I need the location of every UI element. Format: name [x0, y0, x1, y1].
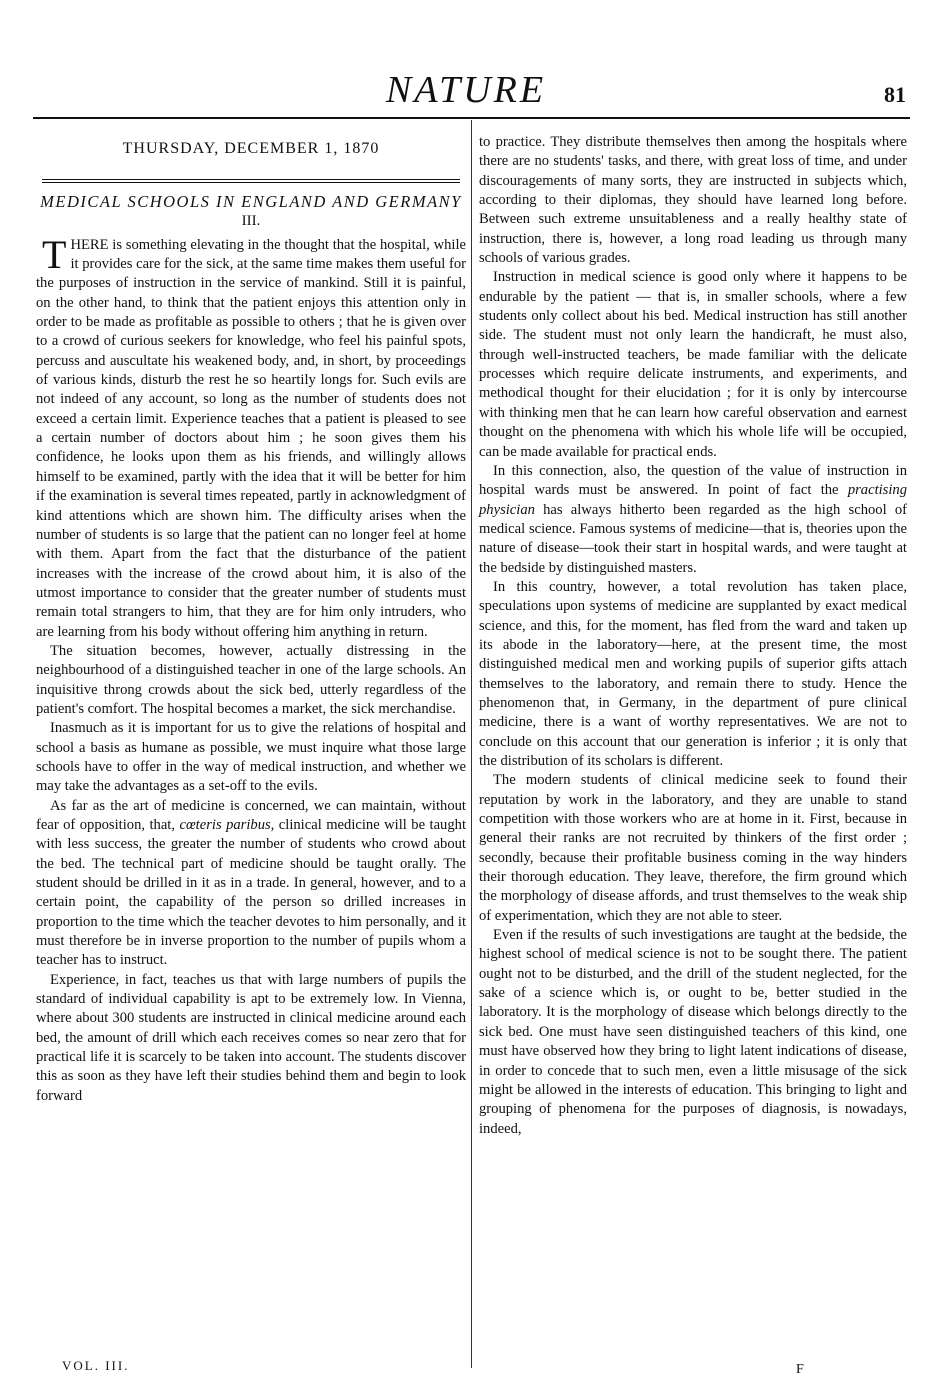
paragraph-text: has always hitherto been regarded as the high school of medical science. Famous systems of medicine—that is, theories upon the nature of disease—took their start in hospital wards, and were taught at the bedside by distinguished masters. — [479, 501, 907, 576]
paragraph: Even if the results of such investigations are taught at the bedside, the highest school of medical science is not to be sought there. The patient ought not to be disturbed, and the drill of the student neglected, for the sake of a science which is, or ought to be, better studied in the laboratory. It is the morphology of disease which belongs directly to the sick bed. One must have seen distinguished teachers of this kind, one must have observed how they bring to light latent indications of disease, in order to concede that to such men, even a little misusage of the sick might be allowed in the interests of education. This bringing to light and grouping of phenomena for the purposes of diagnosis, is nowadays, indeed, — [479, 927, 907, 1137]
issue-date: THURSDAY, DECEMBER 1, 1870 — [122, 140, 380, 157]
paragraph: In this country, however, a total revolution has taken place, speculations upon systems of medicine are supplanted by exact medical science, and this, for the moment, has fled from the ward and taken up its abode in the laboratory—here, at the present time, the most distinguished medical men and working pupils of superior gifts attach themselves to the laboratory, and remain there to study. Hence the phenomenon that, in Germany, in the department of pure clinical medicine, there is a want of worthy representatives. We are not to conclude on this account that our generation is inferior ; it is only that the distribution of its scholars is different. — [479, 578, 907, 769]
italic-phrase: cœteris paribus, — [179, 817, 275, 833]
volume-footer: VOL. III. — [62, 1358, 130, 1373]
paragraph: The modern students of clinical medicine seek to found their reputation by work in the laboratory, and they are unable to stand competition with those workers who are at home in it. First, because in general their ranks are not recruited by thinkers of the first order ; secondly, because their profitable business coming in the way hinders their thorough education. They leave, therefore, the firm ground which the morphology of disease affords, and trust themselves to the weak ship of experimentation, which they are not able to steer. — [479, 772, 907, 924]
article-part-number: III. — [241, 213, 261, 230]
left-column — [36, 130, 466, 1106]
paragraph: The situation becomes, however, actually distressing in the neighbourhood of a distinguished teacher in one of the large schools. An inquisitive throng crowds about the sick bed, utterly regardless of the patient's comfort. The hospital becomes a market, the sick merchandise. — [36, 642, 466, 717]
column-divider — [471, 120, 472, 1368]
paragraph: Experience, in fact, teaches us that with large numbers of pupils the standard of individual capability is apt to be extremely low. In Vienna, where about 300 students are instructed in clinical medicine around each bed, the amount of drill which each receives comes so near zero that for practical life it is scarcely to be taken into account. The students discover this as soon as they have left their studies behind them and begin to look forward — [36, 971, 466, 1104]
paragraph-text: In this connection, also, the question of the value of instruction in hospital wards must be answered. In point of fact the — [479, 462, 907, 499]
right-column — [479, 133, 907, 1139]
italic-phrase: practising physician — [479, 482, 907, 518]
article-title: MEDICAL SCHOOLS IN ENGLAND AND GERMANY — [40, 192, 462, 212]
double-rule — [42, 179, 460, 183]
drop-cap: T — [42, 231, 67, 277]
paragraph-text: HERE is something elevating in the thought that the hospital, while it provides care for the sick, at the same time makes them useful for the purposes of instruction in the service of mankind. Still it is painful, on the other hand, to think that the patient enjoys this attention only in order to be made as profitable as possible to others ; that he is given over to a crowd of curious seekers for knowledge, who feel his painful spots, percuss and auscultate his weakened body, and, in short, by proceedings of various kinds, disturb the rest he so heartily longs for. Such evils are not indeed of any account, so long as the number of students does not exceed a certain limit. Experience teaches that a patient is pleased to see a certain number of doctors about him ; he soon gives them his confidence, he looks upon them as his friends, and willingly allows himself to be examined, partly with the idea that it will be better for him if the examination is several times repeated, partly in acknowledgment of kind attentions which are shown him. The difficulty arises when the number of students is so large that the patient can no longer feel at home with them. Apart from the fact that the disturbance of the patient increases with the increase of the crowd about him, it is also of the utmost importance to consider that the greater number of students must remain total strangers to him, that they are for him only intruders, who are learning from his body without offering him anything in return. — [36, 236, 466, 640]
paragraph — [36, 231, 466, 642]
paragraph — [36, 797, 466, 971]
page-number: 81 — [884, 82, 906, 107]
journal-masthead: NATURE — [385, 69, 547, 111]
signature-mark: F — [796, 1362, 804, 1377]
paragraph: to practice. They distribute themselves then among the hospitals where there are no students' tasks, and there, with great loss of time, and under discouragements of many sorts, they are instructed in subjects which, according to their diplomas, they should have learned long before. Between such extreme unsuitableness and a really healthy state of instruction, there is, however, a long road leading us through many schools of various grades. — [479, 134, 907, 267]
header-rule — [33, 117, 910, 119]
paragraph-text: clinical medicine will be taught with less success, the greater the number of students who crowd about the bed. The technical part of medicine should be taught orally. The student should be drilled in it as in a trade. In general, however, and to a certain point, the capability of the person so drilled increases in proportion to the time which the teacher devotes to him personally, and it must therefore be in inverse proportion to the number of pupils whom a teacher has to instruct. — [36, 817, 467, 969]
paragraph: Instruction in medical science is good only where it happens to be endurable by the patient — that is, in smaller schools, where a few students only collect about his bed. Medical instruction has still another side. The student must not only learn the handicraft, he must also, through well-instructed teachers, be made familiar with the delicate processes which require delicate instruments, and experiments, and methodical thought for their elucidation ; for it is only by intercourse with thinking men that he can learn how careful observation and earnest thought on the phenomena with which his whole life will be occupied, can be made available for practical ends. — [479, 269, 907, 460]
paragraph-text: As far as the art of medicine is concerned, we can maintain, without fear of opposition, that, — [36, 797, 466, 833]
paragraph — [479, 462, 907, 578]
paragraph: Inasmuch as it is important for us to give the relations of hospital and school a basis as humane as possible, we must inquire what those large schools have to offer in the way of medical instruction, and whether we may take the advantages as a set-off to the evils. — [36, 720, 466, 795]
